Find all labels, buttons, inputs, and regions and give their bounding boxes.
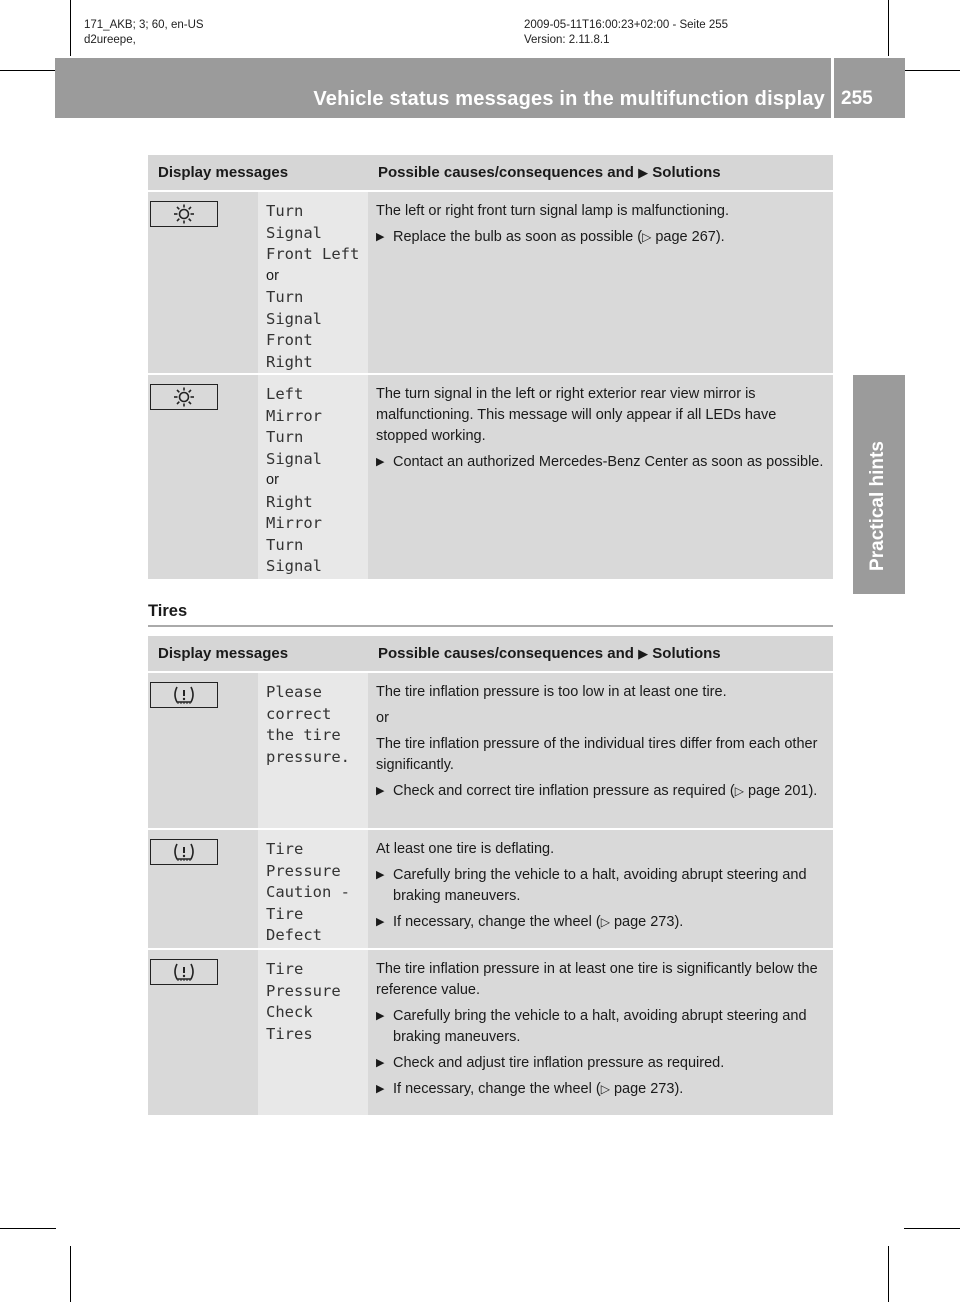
- lighting-messages-table: [148, 155, 833, 581]
- display-message: Please correct the tire pressure.: [266, 683, 350, 766]
- table-row: [148, 192, 833, 375]
- cause-text: The tire inflation pressure in at least one tire is significantly below the reference value.: [376, 961, 818, 998]
- display-message: Left Mirror Turn Signal or Right Mirror Turn Signal: [266, 385, 322, 575]
- solution-cell: [368, 830, 833, 950]
- bullet-arrow-icon: ▶: [376, 785, 385, 797]
- icon-cell: [148, 830, 258, 950]
- solution-item: ▶ Check and adjust tire inflation pressure as required.: [376, 1053, 827, 1074]
- solution-cell: [368, 192, 833, 375]
- turn-signal-lamp-icon: [150, 201, 218, 227]
- table-row: [148, 950, 833, 1117]
- bullet-arrow-icon: ▶: [376, 456, 385, 468]
- message-cell: [258, 375, 368, 581]
- message-cell: [258, 830, 368, 950]
- meta-line: d2ureepe,: [84, 34, 136, 46]
- crop-mark: [904, 70, 960, 71]
- bullet-arrow-icon: ▶: [376, 1010, 385, 1022]
- meta-line: Version: 2.11.8.1: [524, 34, 610, 46]
- bullet-arrow-icon: ▶: [376, 869, 385, 881]
- solution-item: ▶ Replace the bulb as soon as possible (▷ page 267).: [376, 227, 827, 248]
- column-header-display-messages: Display messages: [148, 155, 368, 192]
- cause-text: or: [376, 710, 389, 726]
- crop-mark: [70, 1246, 71, 1302]
- turn-signal-lamp-icon: [150, 384, 218, 410]
- table-row: [148, 830, 833, 950]
- column-header-solutions: Possible causes/consequences and ▶ Solutions: [368, 155, 833, 192]
- page-reference[interactable]: page 201: [747, 783, 809, 799]
- table-header-row: [148, 636, 833, 673]
- solution-cell: [368, 673, 833, 830]
- tire-pressure-warning-icon: [150, 682, 218, 708]
- section-title: Tires: [148, 602, 188, 620]
- bullet-arrow-icon: ▶: [376, 231, 385, 243]
- page-ref-icon: ▷: [600, 1082, 610, 1096]
- solution-cell: [368, 950, 833, 1117]
- column-header-solutions: Possible causes/consequences and ▶ Solutions: [368, 636, 833, 673]
- crop-mark: [888, 1246, 889, 1302]
- solution-item: ▶ Carefully bring the vehicle to a halt, avoiding abrupt steering and braking maneuvers.: [376, 1008, 807, 1045]
- page-reference[interactable]: page 273: [613, 914, 675, 930]
- display-message: Turn Signal Front Left or Turn Signal Front Right: [266, 202, 360, 371]
- page-number: 255: [841, 88, 873, 109]
- print-meta-right: [524, 18, 728, 48]
- table-row: [148, 375, 833, 581]
- side-tab-marker: [853, 375, 905, 418]
- crop-mark: [0, 70, 56, 71]
- page-ref-icon: ▷: [642, 230, 652, 244]
- icon-cell: [148, 673, 258, 830]
- tire-pressure-warning-icon: [150, 839, 218, 865]
- bullet-arrow-icon: ▶: [376, 1057, 385, 1069]
- solution-arrow-icon: ▶: [638, 165, 649, 180]
- message-cell: [258, 192, 368, 375]
- bullet-arrow-icon: ▶: [376, 1083, 385, 1095]
- cause-text: The tire inflation pressure of the individual tires differ from each other significantly.: [376, 736, 818, 773]
- solution-item: ▶ Contact an authorized Mercedes-Benz Center as soon as possible.: [376, 452, 827, 473]
- cause-text: The tire inflation pressure is too low in at least one tire.: [376, 684, 727, 700]
- cause-text: The left or right front turn signal lamp is malfunctioning.: [376, 203, 729, 219]
- solution-item: ▶ If necessary, change the wheel (▷ page 273).: [376, 912, 827, 933]
- solution-item: ▶ If necessary, change the wheel (▷ page 273).: [376, 1079, 827, 1100]
- tire-pressure-warning-icon: [150, 959, 218, 985]
- solution-item: ▶ Check and correct tire inflation pressure as required (▷ page 201).: [376, 781, 827, 802]
- page-reference[interactable]: page 273: [613, 1081, 675, 1097]
- display-message: Tire Pressure Caution - Tire Defect: [266, 840, 350, 944]
- crop-mark: [0, 1228, 56, 1229]
- icon-cell: [148, 192, 258, 375]
- print-meta-left: [84, 18, 204, 48]
- cause-text: At least one tire is deflating.: [376, 841, 555, 857]
- meta-line: 2009-05-11T16:00:23+02:00 - Seite 255: [524, 19, 729, 31]
- section-divider: [148, 625, 833, 627]
- page-ref-icon: ▷: [600, 915, 610, 929]
- icon-cell: [148, 375, 258, 581]
- message-cell: [258, 673, 368, 830]
- tire-messages-table: [148, 636, 833, 1117]
- crop-mark: [888, 0, 889, 56]
- column-header-display-messages: Display messages: [148, 636, 368, 673]
- table-row: [148, 673, 833, 830]
- header-divider: [831, 58, 834, 118]
- page-header: [55, 58, 905, 118]
- bullet-arrow-icon: ▶: [376, 916, 385, 928]
- side-tab-label: Practical hints: [867, 441, 888, 571]
- page-reference[interactable]: page 267: [655, 229, 716, 245]
- page-ref-icon: ▷: [734, 784, 744, 798]
- icon-cell: [148, 950, 258, 1117]
- crop-mark: [70, 0, 71, 56]
- crop-mark: [904, 1228, 960, 1229]
- solution-item: ▶ Carefully bring the vehicle to a halt, avoiding abrupt steering and braking maneuvers.: [376, 867, 807, 904]
- cause-text: The turn signal in the left or right exterior rear view mirror is malfunctioning. This message will only appear if all LEDs have stopped working.: [376, 386, 777, 444]
- meta-line: 171_AKB; 3; 60, en-US: [84, 19, 204, 31]
- display-message: Tire Pressure Check Tires: [266, 960, 341, 1043]
- page-title: Vehicle status messages in the multifunction display: [313, 88, 825, 110]
- solution-cell: [368, 375, 833, 581]
- table-header-row: [148, 155, 833, 192]
- solution-arrow-icon: ▶: [638, 646, 649, 661]
- message-cell: [258, 950, 368, 1117]
